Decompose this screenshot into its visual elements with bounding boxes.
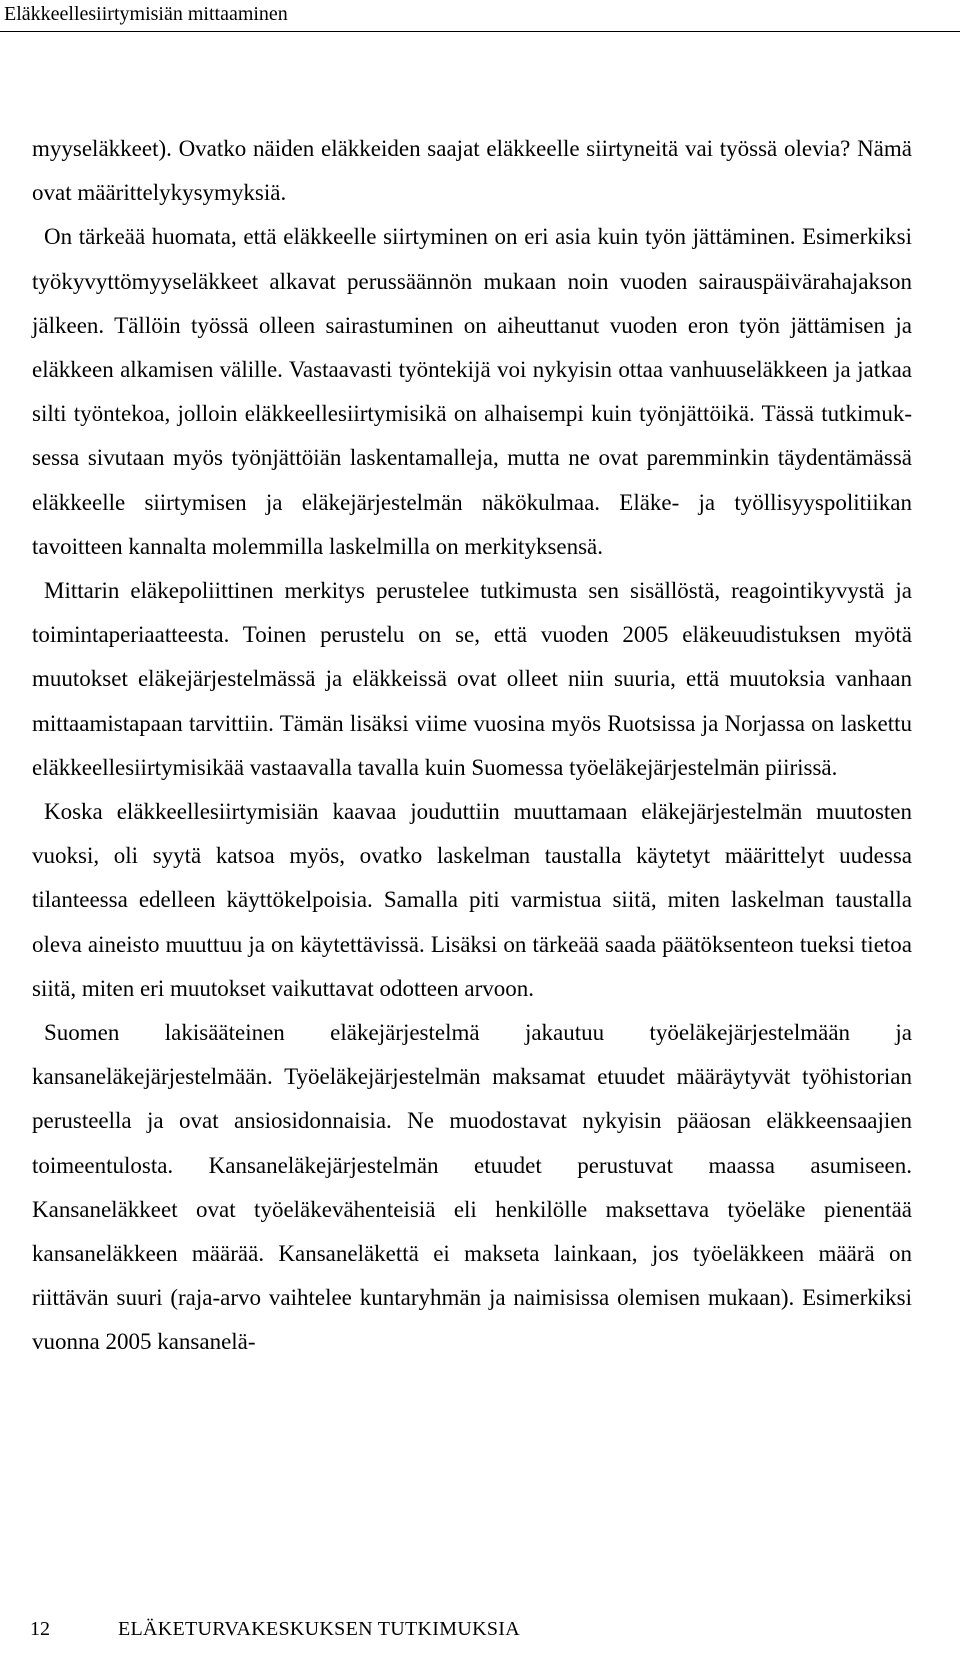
paragraph: myyseläkkeet). Ovatko näiden eläkkeiden saajat eläkkeelle siirtyneitä vai työssä olevia? Nämä ovat määrittelykysymyksiä. bbox=[32, 136, 912, 206]
page-number: 12 bbox=[30, 1618, 50, 1640]
paragraph: Mittarin eläkepoliittinen merkitys perustelee tutkimusta sen sisällöstä, reagointikyvystä ja toimintaperiaatteesta. Toinen perustelu on se, että vuoden 2005 eläkeuudistuksen myötä muutokset eläkejärjestelmässä ja eläkkeissä ovat olleet niin suuria, että muutoksia vanhaan mittaamistapaan tarvittiin. Tämän lisäksi viime vuosina myös Ruotsissa ja Norjassa on laskettu eläkkeellesiirtymisikää vastaavalla tavalla kuin Suomessa työeläkejärjestelmän piirissä. bbox=[32, 578, 912, 780]
running-head bbox=[0, 0, 960, 32]
running-title: Eläkkeellesiirtymisiän mittaaminen bbox=[4, 3, 288, 25]
series-title: ELÄKETURVAKESKUKSEN TUTKIMUKSIA bbox=[118, 1618, 520, 1640]
paragraph: Koska eläkkeellesiirtymisiän kaavaa jouduttiin muuttamaan eläkejärjestelmän muutosten vuoksi, oli syytä katsoa myös, ovatko laskelman taustalla käytetyt määrittelyt uudessa tilanteessa edelleen käyttökelpoisia. Samalla piti varmistua siitä, miten laskelman taustalla oleva aineisto muuttuu ja on käytettävissä. Lisäksi on tärkeää saada päätöksenteon tueksi tietoa siitä, miten eri muutokset vaikuttavat odotteen arvoon. bbox=[32, 799, 912, 1001]
paragraph: On tärkeää huomata, että eläkkeelle siirtyminen on eri asia kuin työn jättäminen. Esimerkiksi työkyvyttömyyseläkkeet alkavat perussäännön mukaan noin vuoden sairauspäivärahajakson jälkeen. Tällöin työssä olleen sairastuminen on aiheuttanut vuoden eron työn jättämisen ja eläkkeen alkamisen välille. Vastaavasti työntekijä voi nykyisin ottaa vanhuuseläkkeen ja jatkaa silti työntekoa, jolloin eläkkeellesiirtymisikä on alhaisempi kuin työnjättöikä. Tässä tutkimuksessa sivutaan myös työnjättöiän laskentamalleja, mutta ne ovat paremminkin täydentämässä eläkkeelle siirtymisen ja eläkejärjestelmän näkökulmaa. Eläke- ja työllisyyspolitiikan tavoitteen kannalta molemmilla laskelmilla on merkityksensä. bbox=[32, 224, 912, 559]
body-text bbox=[32, 127, 912, 1365]
paragraph: Suomen lakisääteinen eläkejärjestelmä jakautuu työeläkejärjestelmään ja kansaneläkejärjestelmään. Työeläkejärjestelmän maksamat etuudet määräytyvät työhistorian perusteella ja ovat ansiosidonnaisia. Ne muodostavat nykyisin pääosan eläkkeensaajien toimeentulosta. Kansaneläkejärjestelmän etuudet perustuvat maassa asumiseen. Kansaneläkkeet ovat työeläkevähenteisiä eli henkilölle maksettava työeläke pienentää kansaneläkkeen määrää. Kansaneläkettä ei makseta lainkaan, jos työeläkkeen määrä on riittävän suuri (raja-arvo vaihtelee kuntaryhmän ja naimisissa olemisen mukaan). Esimerkiksi vuonna 2005 kansanelä- bbox=[32, 1020, 912, 1355]
page-footer bbox=[0, 1616, 960, 1646]
